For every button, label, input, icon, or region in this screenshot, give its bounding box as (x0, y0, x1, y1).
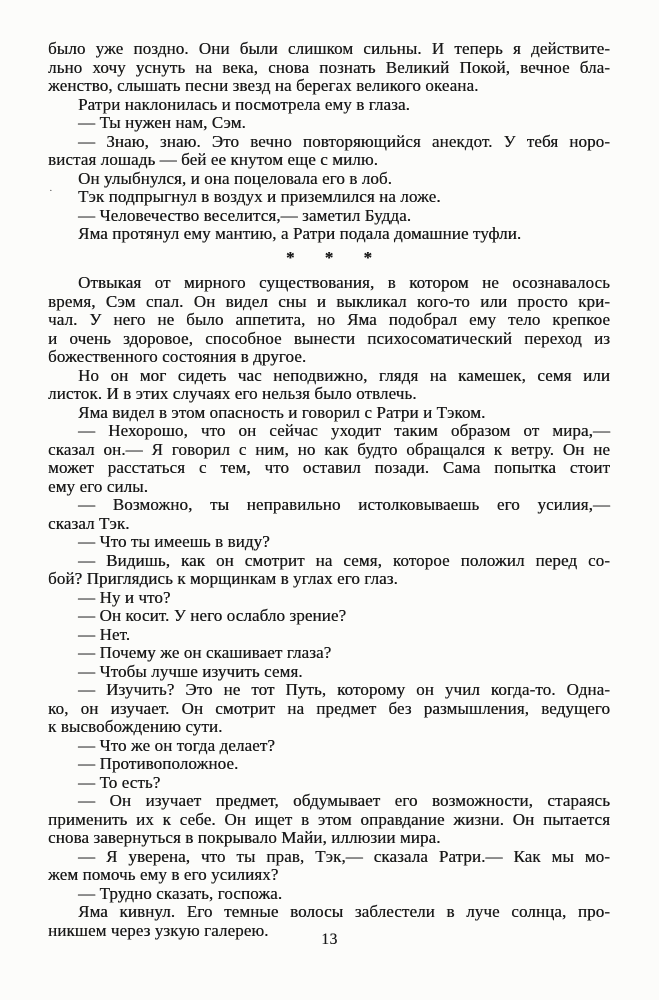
text-line: время, Сэм спал. Он видел сны и выкликал кого-то или просто кри- (48, 291, 610, 311)
text-line: — Он изучает предмет, обдумывает его возможности, стараясь (78, 791, 610, 810)
text-line: женство, слышать песни звезд на берегах великого океана. (48, 76, 479, 95)
text-line: — Ты нужен нам, Сэм. (78, 113, 246, 132)
text-line: — Человечество веселится,— заметил Будда. (78, 205, 412, 225)
text-line: — Почему же он скашивает глаза? (78, 643, 332, 662)
text-line: и очень здоровое, способное вынести психосоматический переход из (48, 328, 610, 348)
text-line: Ратри наклонилась и посмотрела ему в глаза. (78, 94, 410, 114)
text-line: листок. И в этих случаях его нельзя было отвлечь. (48, 384, 417, 403)
text-line: ему его силы. (48, 476, 148, 496)
text-line: — Что же он тогда делает? (78, 735, 275, 755)
text-line: Он улыбнулся, и она поцеловала его в лоб. (78, 168, 392, 188)
text-line: применить их к себе. Он ищет в этом оправдание жизни. Он пытается (48, 809, 610, 829)
text-line: ко, он изучает. Он смотрит на предмет без размышления, ведущего (48, 698, 610, 718)
text-line: Яма протянул ему мантию, а Ратри подала домашние туфли. (78, 224, 522, 243)
text-line: никшем через узкую галерею. (48, 920, 269, 940)
scan-artifact-dot: · (49, 185, 53, 197)
text-line: — Трудно сказать, госпожа. (78, 883, 283, 903)
text-line: божественного состояния в другое. (48, 347, 307, 366)
text-line: — Изучить? Это не тот Путь, которому он учил когда-то. Одна- (78, 680, 610, 699)
text-line: — Нехорошо, что он сейчас уходит таким образом от мира,— (78, 421, 610, 440)
text-line: снова завернуться в покрывало Майи, иллюзии мира. (48, 828, 441, 847)
text-line: Яма кивнул. Его темные волосы заблестели в луче солнца, про- (78, 902, 610, 921)
text-line: сказал Тэк. (48, 513, 130, 533)
text-line: может расстаться с тем, что оставил позади. Сама попытка стоит (48, 458, 610, 477)
text-line: льно хочу уснуть на века, снова познать Великий Покой, вечное бла- (48, 57, 610, 77)
text-line: — Что ты имеешь в виду? (78, 532, 270, 551)
text-line: сказал он.— Я говорил с ним, но как будто обращался к ветру. Он не (48, 439, 610, 459)
text-line: — Знаю, знаю. Это вечно повторяющийся анекдот. У тебя норо- (78, 131, 610, 151)
text-line: — Ну и что? (78, 587, 171, 607)
text-line: Тэк подпрыгнул в воздух и приземлился на ложе. (78, 187, 441, 206)
text-line: — Чтобы лучше изучить семя. (78, 661, 303, 681)
text-line: Но он мог сидеть час неподвижно, глядя на камешек, семя или (78, 365, 610, 385)
body-text (48, 40, 610, 940)
text-line: Отвыкая от мирного существования, в котором не осознавалось (78, 273, 610, 292)
text-line: чал. У него не было аппетита, но Яма подобрал ему тело крепкое (48, 310, 610, 329)
text-line: жем помочь ему в его усилиях? (48, 865, 279, 884)
text-line: — Нет. (78, 624, 131, 644)
text-line: вистая лошадь — бей ее кнутом еще с милю. (48, 150, 378, 169)
text-line: — Он косит. У него ослабло зрение? (78, 606, 347, 625)
text-line: — То есть? (78, 772, 161, 792)
text-line: — Возможно, ты неправильно истолковываешь его усилия,— (78, 495, 610, 514)
page-number: 13 (321, 931, 338, 948)
text-line: бой? Приглядись к морщинкам в углах его глаз. (48, 569, 398, 588)
section-separator: * * * (286, 247, 372, 267)
text-line: — Я уверена, что ты прав, Тэк,— сказала Ратри.— Как мы мо- (78, 846, 610, 866)
text-line: Яма видел в этом опасность и говорил с Ратри и Тэком. (78, 402, 486, 422)
text-line: — Видишь, как он смотрит на семя, которое положил перед со- (78, 550, 610, 570)
text-line: к высвобождению сути. (48, 717, 223, 736)
text-line: было уже поздно. Они были слишком сильны. И теперь я действите- (48, 39, 610, 58)
text-line: — Противоположное. (78, 754, 239, 773)
